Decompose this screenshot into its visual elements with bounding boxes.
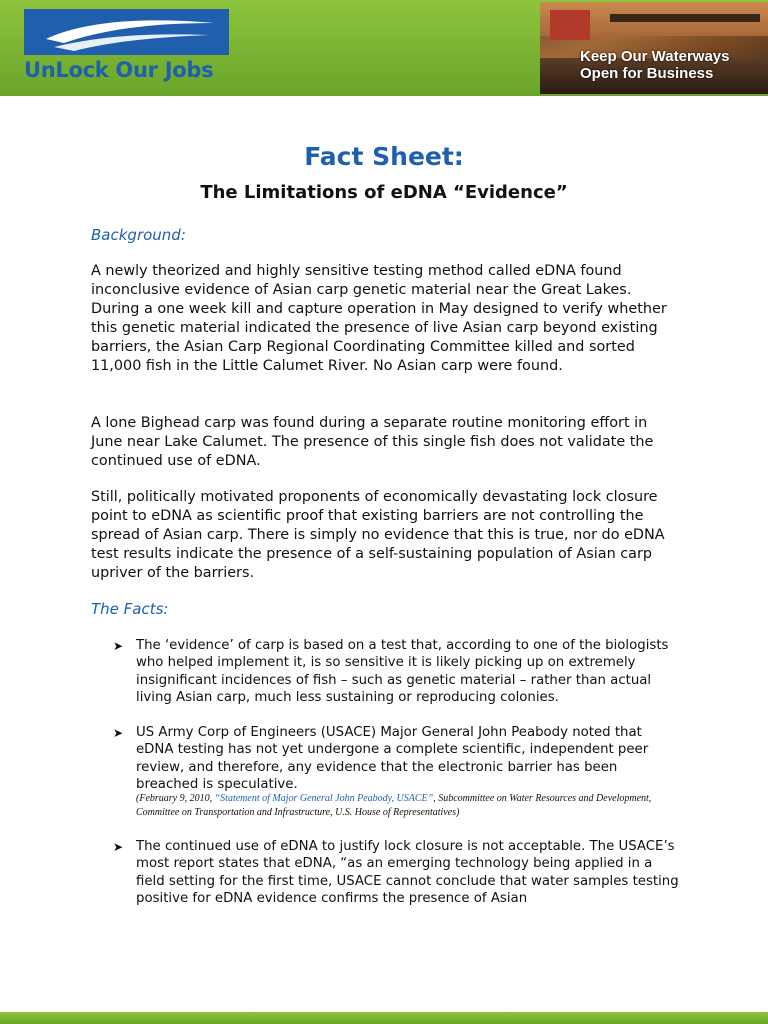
wave-icon xyxy=(24,9,229,55)
facts-heading: The Facts: xyxy=(91,600,169,618)
background-heading: Background: xyxy=(91,226,186,244)
fact-bullet-3: The continued use of eDNA to justify lock closure is not acceptable. The USACE’s most report states that eDNA, “as an emerging technology being applied in a field setting for the first time, USACE cannot conclude that water samples testing positive for eDNA evidence confirms the presence of Asian xyxy=(136,839,679,906)
bullet-arrow-icon: ➤ xyxy=(113,726,124,740)
logo-wave-graphic xyxy=(24,9,229,55)
photo-ship xyxy=(550,10,590,40)
footer-bar xyxy=(0,1012,768,1024)
citation-suffix: , Subcommittee on Water Resources and Development, Committee on Transportation and Infrastructure, U.S. House of Representatives) xyxy=(136,793,652,818)
header-tagline xyxy=(580,48,765,82)
bullet-arrow-icon: ➤ xyxy=(113,840,124,854)
citation-prefix: (February 9, 2010, xyxy=(136,793,215,804)
tagline-line-2: Open for Business xyxy=(580,65,714,82)
tagline-line-1: Keep Our Waterways xyxy=(580,48,730,65)
background-paragraph-3: Still, politically motivated proponents of economically devastating lock closure point to eDNA as scientific proof that existing barriers are not controlling the spread of Asian carp. There is simply no evidence that this is true, nor do eDNA test results indicate the presence of a self-sustaining population of Asian carp upriver of the barriers. xyxy=(91,489,665,581)
page-title: Fact Sheet: xyxy=(304,142,464,171)
bullet-arrow-icon: ➤ xyxy=(113,639,124,653)
background-paragraph-1: A newly theorized and highly sensitive testing method called eDNA found inconclusive evidence of Asian carp genetic material near the Great Lakes. During a one week kill and capture operation in May designed to verify whether this genetic material indicated the presence of live Asian carp beyond existing barriers, the Asian Carp Regional Coordinating Committee killed and sorted 11,000 fish in the Little Calumet River. No Asian carp were found. xyxy=(91,263,667,374)
page-subtitle: The Limitations of eDNA “Evidence” xyxy=(200,182,568,203)
fact-bullet-1: The ‘evidence’ of carp is based on a test that, according to one of the biologists who helped implement it, is so sensitive it is likely picking up on extremely insignificant incidences of fish – such as genetic material – rather than actual living Asian carp, much less sustaining or reproducing colonies. xyxy=(136,638,669,705)
photo-bridge xyxy=(610,14,760,22)
fact-citation xyxy=(136,792,681,820)
background-paragraph-2: A lone Bighead carp was found during a separate routine monitoring effort in June near Lake Calumet. The presence of this single fish does not validate the continued use of eDNA. xyxy=(91,415,654,469)
citation-link[interactable]: “Statement of Major General John Peabody, USACE” xyxy=(214,793,434,804)
page-header xyxy=(0,0,768,96)
fact-bullet-2: US Army Corp of Engineers (USACE) Major General John Peabody noted that eDNA testing has not yet undergone a complete scientific, independent peer review, and therefore, any evidence that the electronic barrier has been breached is speculative. xyxy=(136,725,649,792)
logo-text: UnLock Our Jobs xyxy=(24,58,214,82)
